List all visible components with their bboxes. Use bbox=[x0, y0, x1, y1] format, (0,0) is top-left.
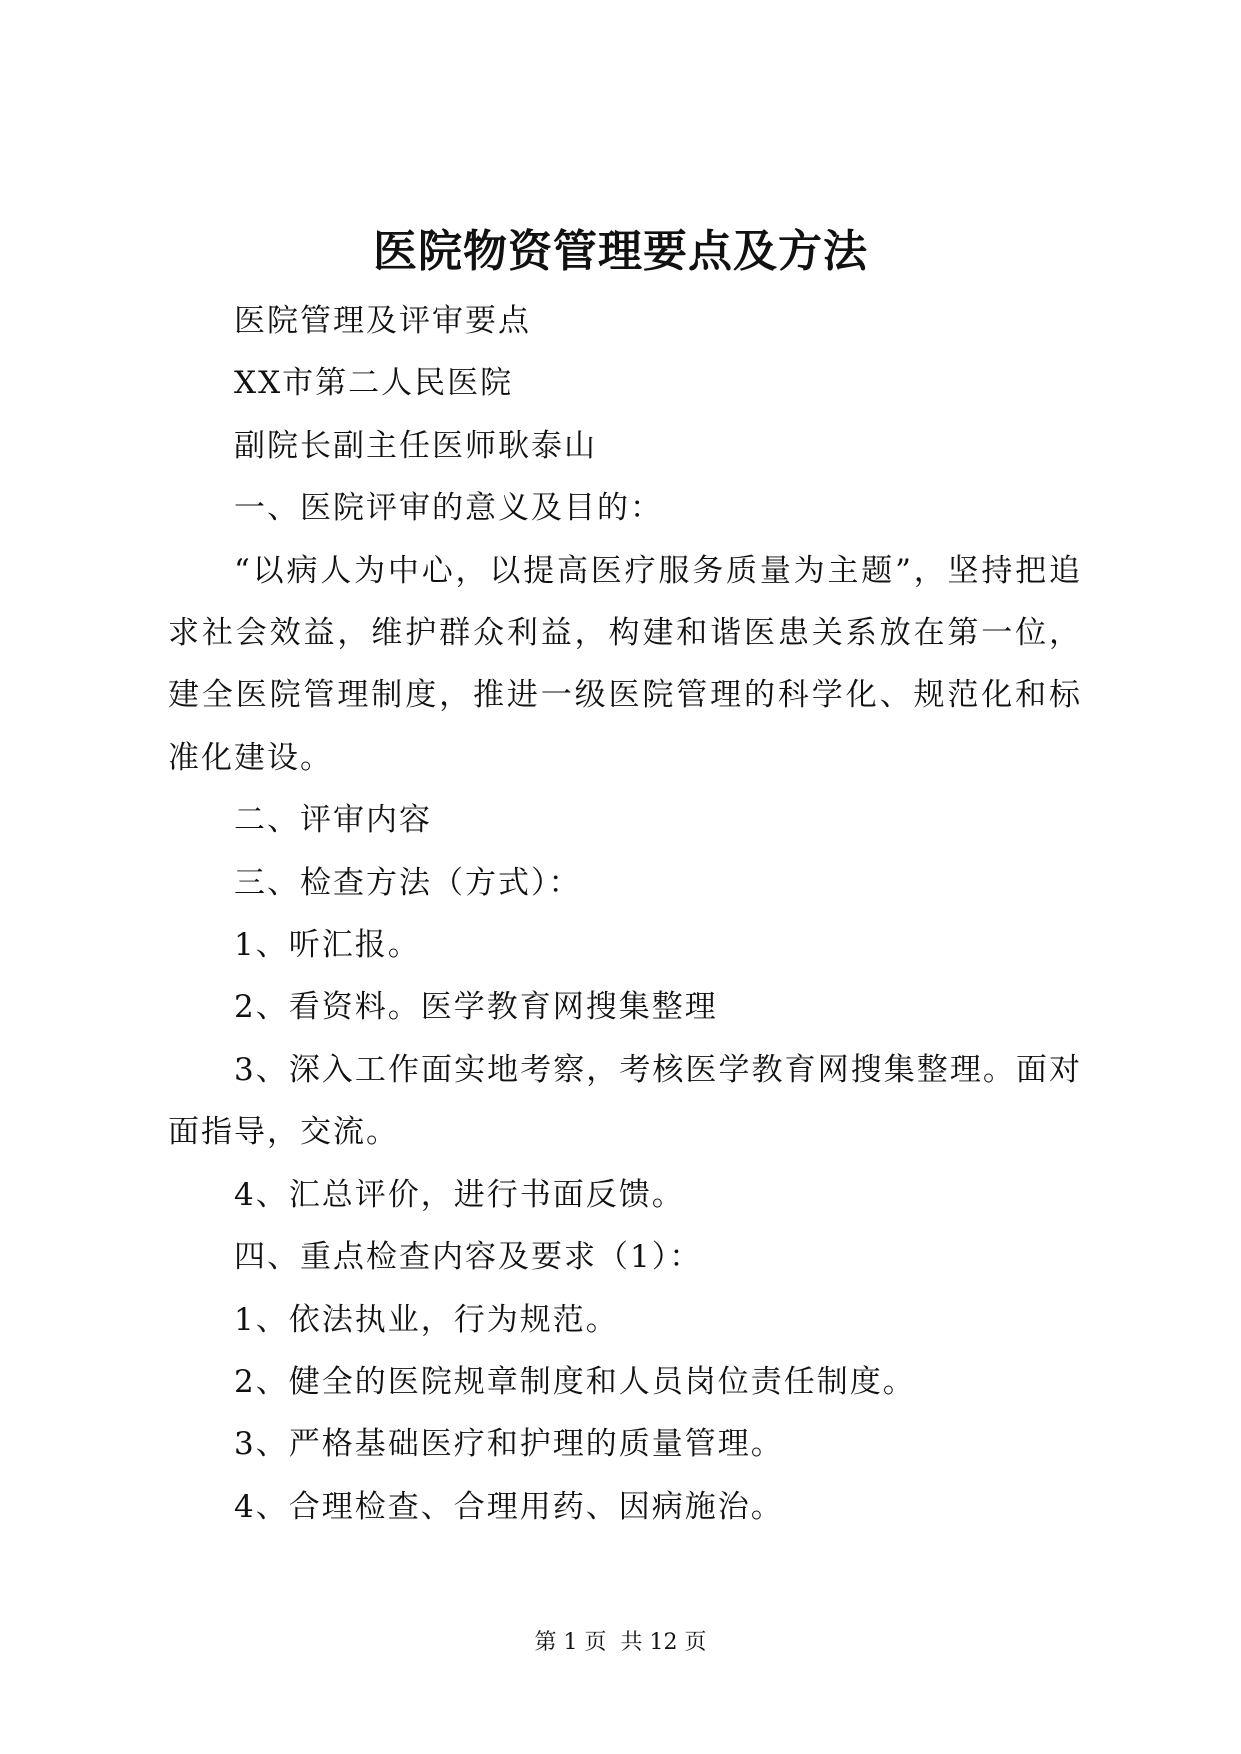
paragraph: 副院长副主任医师耿泰山 bbox=[234, 427, 597, 464]
paragraph: 4、合理检查、合理用药、因病施治。 bbox=[234, 1488, 784, 1525]
paragraph: 3、深入工作面实地考察，考核医学教育网搜集整理。面对面指导，交流。 bbox=[168, 1051, 1082, 1151]
paragraph: 1、听汇报。 bbox=[234, 927, 421, 964]
paragraph: 1、依法执业，行为规范。 bbox=[234, 1301, 619, 1338]
paragraph: 医院管理及评审要点 bbox=[234, 303, 531, 339]
paragraph: 二、评审内容 bbox=[234, 802, 432, 839]
paragraph: 4、汇总评价，进行书面反馈。 bbox=[234, 1176, 685, 1213]
paragraph: 2、看资料。医学教育网搜集整理 bbox=[234, 989, 718, 1026]
page-footer bbox=[0, 1628, 1241, 1658]
paragraph: 3、严格基础医疗和护理的质量管理。 bbox=[234, 1426, 784, 1463]
document-title: 医院物资管理要点及方法 bbox=[373, 226, 868, 277]
paragraph: 四、重点检查内容及要求（1）： bbox=[234, 1239, 703, 1276]
paragraph: XX市第二人民医院 bbox=[234, 365, 514, 402]
document-body bbox=[168, 290, 1082, 1538]
paragraph: 一、医院评审的意义及目的： bbox=[234, 490, 663, 527]
paragraph: 三、检查方法（方式）： bbox=[234, 864, 582, 901]
page-number: 第 1 页 共 12 页 bbox=[534, 1630, 707, 1655]
paragraph: 2、健全的医院规章制度和人员岗位责任制度。 bbox=[234, 1363, 916, 1400]
paragraph: “以病人为中心，以提高医疗服务质量为主题”，坚持把追求社会效益，维护群众利益，构建和谐医患关系放在第一位，建全医院管理制度，推进一级医院管理的科学化、规范化和标准化建设。 bbox=[168, 552, 1082, 776]
